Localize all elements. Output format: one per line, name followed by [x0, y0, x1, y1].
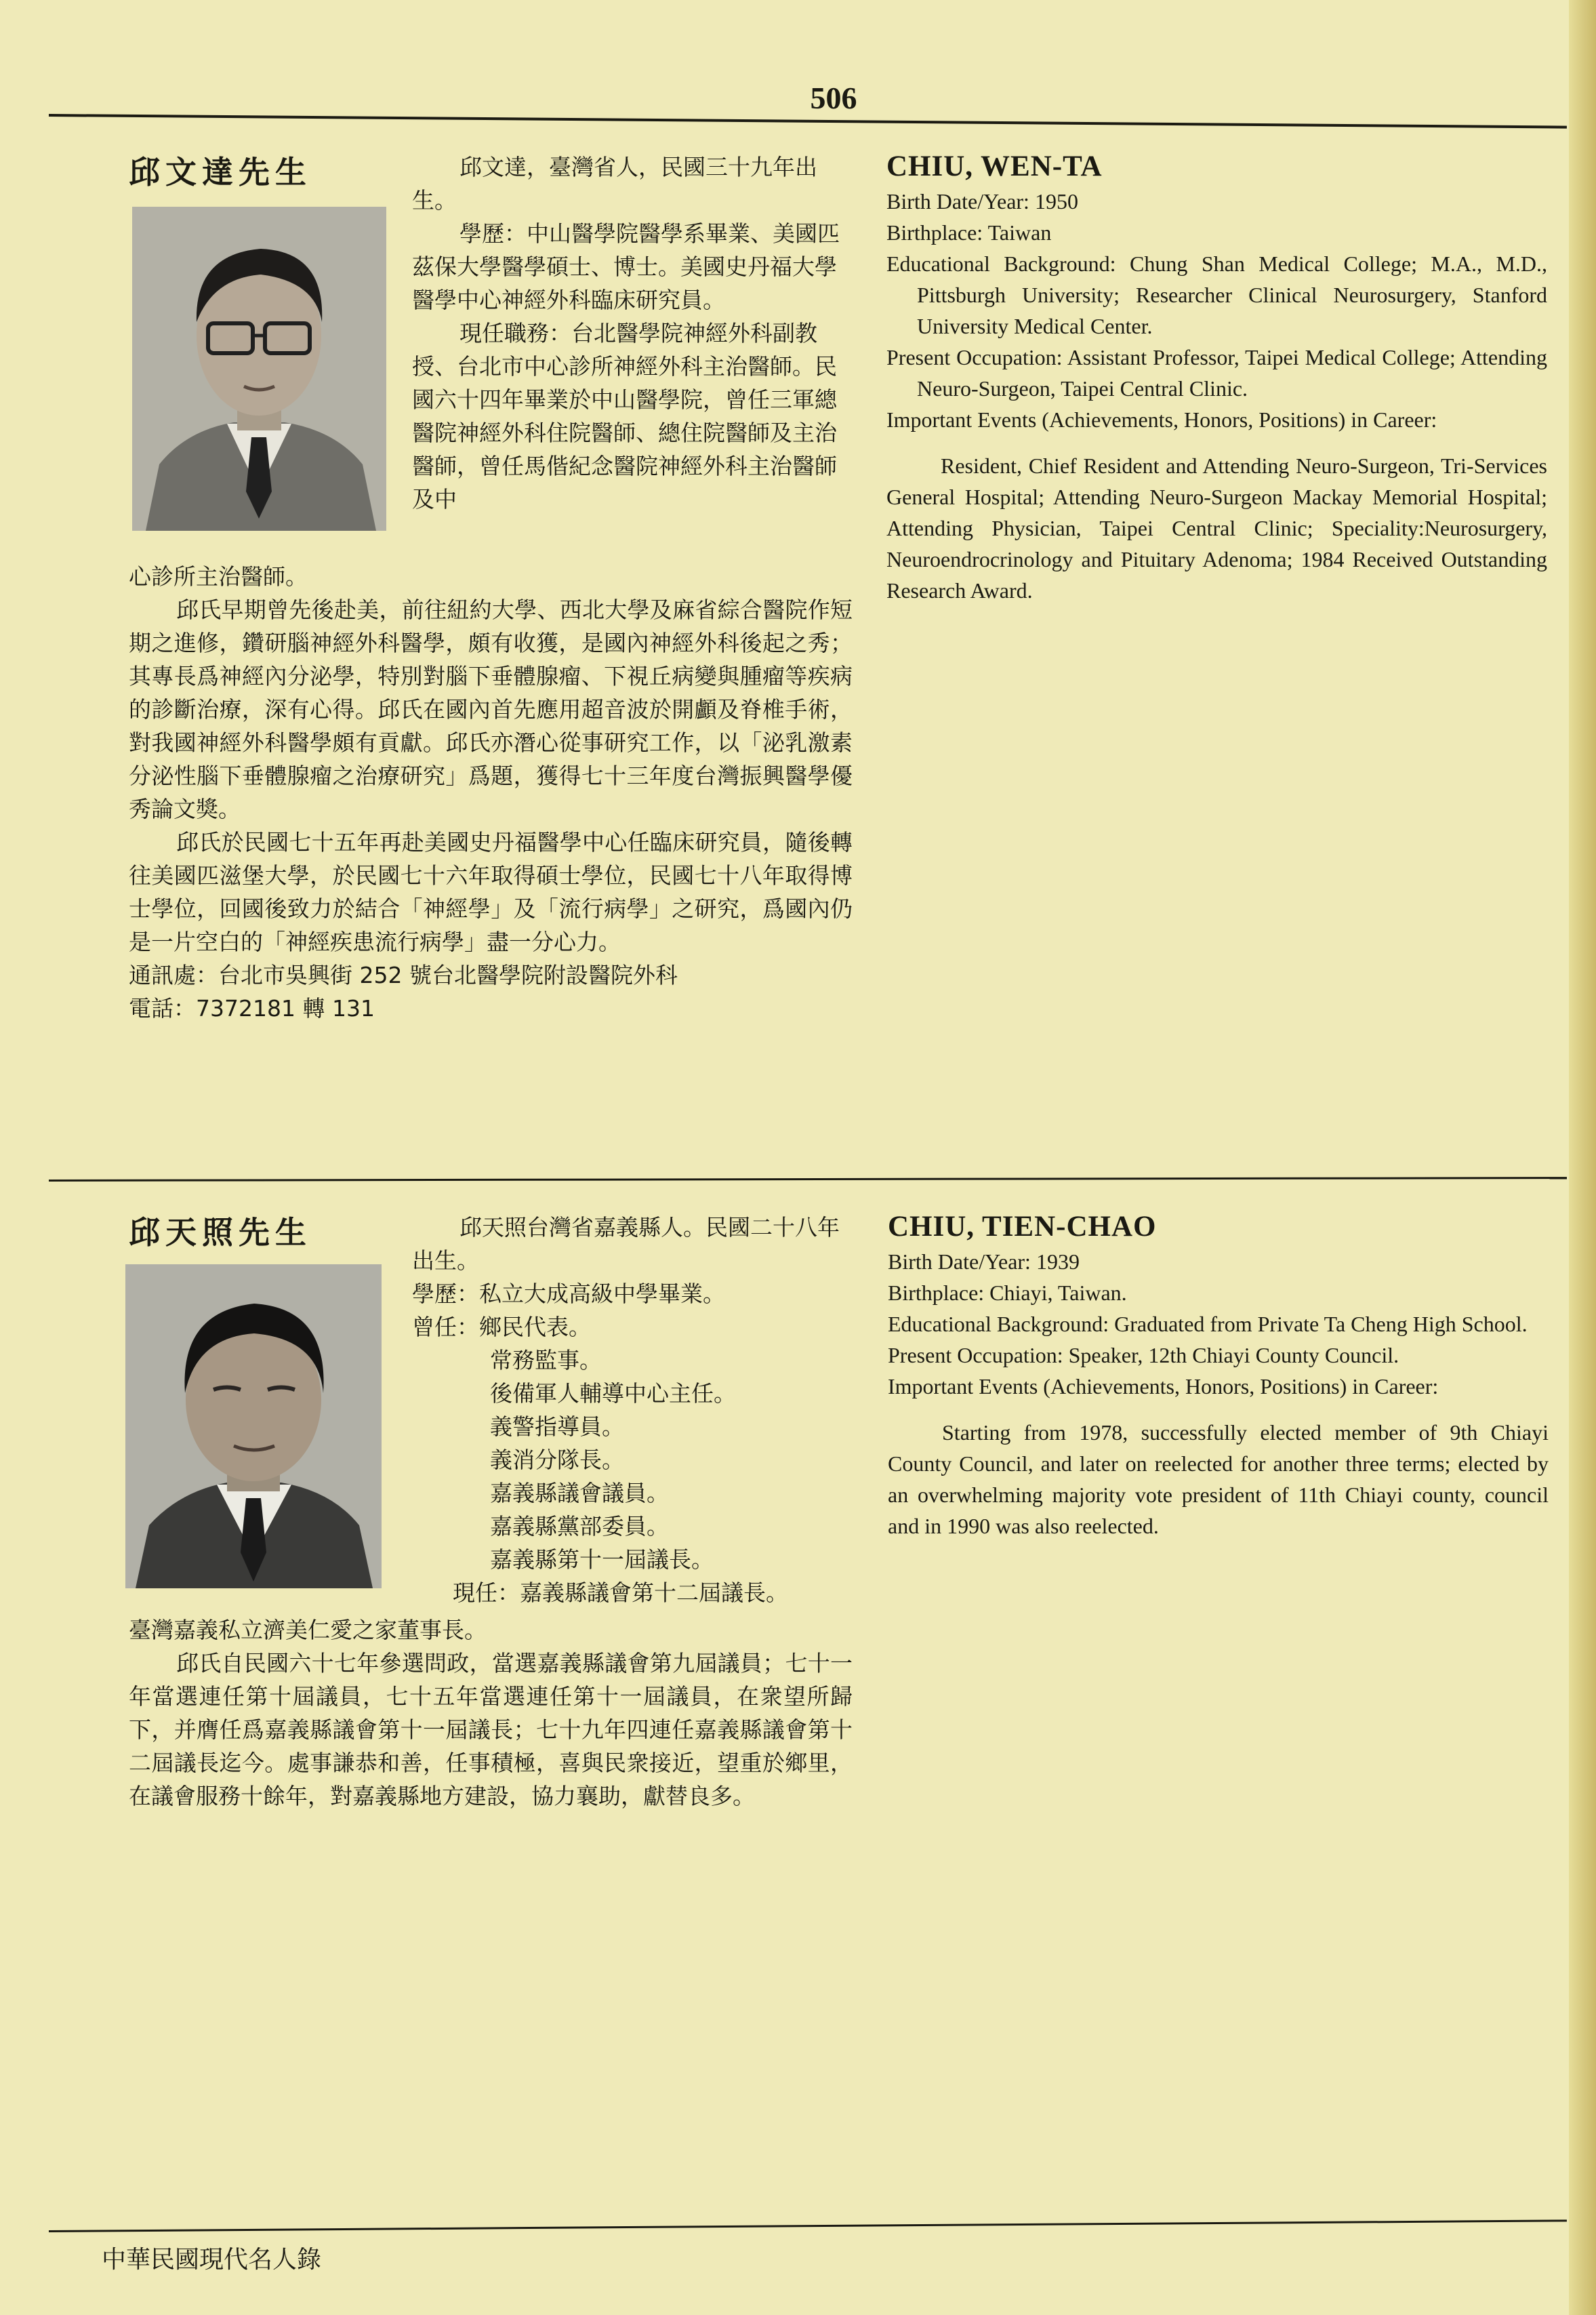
- birthplace: Birthplace: Taiwan: [886, 220, 1052, 245]
- bio-zh-former-post: 嘉義縣第十一屆議長。: [490, 1546, 714, 1573]
- portrait-photo: [125, 1264, 382, 1588]
- birth-date: Birth Date/Year: 1939: [888, 1249, 1080, 1274]
- header-rule: [49, 114, 1567, 129]
- book-title-footer: 中華民國現代名人錄: [102, 2246, 322, 2274]
- bio-zh-paragraph: 邱氏於民國七十五年再赴美國史丹福醫學中心任臨床研究員，隨後轉往美國匹滋堡大學，於民國七十六年取得碩士學位，民國七十八年取得博士學位，回國後致力於結合「神經學」及「流行病學」之研究，爲國內仍是一片空白的「神經疾患流行病學」盡一分心力。: [129, 829, 853, 955]
- bio-zh-former-post: 義警指導員。: [490, 1413, 624, 1440]
- bio-zh-intro: 邱天照台灣省嘉義縣人。民國二十八年出生。: [412, 1214, 840, 1274]
- bio-zh-paragraph: 心診所主治醫師。: [129, 563, 308, 590]
- bio-zh-current-post: 現任：嘉義縣議會第十二屆議長。: [453, 1579, 788, 1606]
- bio-zh-phone: 電話：7372181 轉 131: [129, 995, 375, 1022]
- page-number: 506: [810, 81, 857, 115]
- bio-zh-former-post: 嘉義縣議會議員。: [490, 1480, 669, 1506]
- bio-zh-intro: 邱文達，臺灣省人，民國三十九年出生。: [412, 154, 817, 214]
- birth-date: Birth Date/Year: 1950: [886, 189, 1078, 214]
- bio-en: [886, 148, 1547, 606]
- portrait-photo: [132, 207, 386, 531]
- entry-name-zh: 邱天照先生: [129, 1214, 312, 1251]
- bio-zh-paragraph: 邱氏自民國六十七年參選問政，當選嘉義縣議會第九屆議員；七十一年當選連任第十屆議員，七十五年當選連任第十一屆議員，在衆望所歸下，并膺任爲嘉義縣議會第十一屆議長；七十九年四連任嘉義縣議會第十二屆議長迄今。處事謙恭和善，任事積極，喜與民衆接近，望重於鄉里，在議會服務十餘年，對嘉義縣地方建設，協力襄助，獻替良多。: [129, 1650, 853, 1809]
- footer-rule: [49, 2219, 1567, 2232]
- bio-zh-education: 學歷：中山醫學院醫學系畢業、美國匹茲保大學醫學碩士、博士。美國史丹福大學醫學中心神經外科臨床研究員。: [412, 220, 840, 313]
- page-gutter-shade: [1569, 0, 1596, 2315]
- bio-zh-education: 學歷：私立大成高級中學畢業。: [412, 1281, 725, 1307]
- bio-zh-address: 通訊處：台北市吳興街 252 號台北醫學院附設醫院外科: [129, 962, 678, 988]
- birthplace: Birthplace: Chiayi, Taiwan.: [888, 1281, 1127, 1305]
- entry-name-en: CHIU, TIEN-CHAO: [888, 1211, 1157, 1243]
- bio-zh-paragraph: 臺灣嘉義私立濟美仁愛之家董事長。: [129, 1617, 487, 1643]
- events-heading: Important Events (Achievements, Honors, Positions) in Career:: [886, 407, 1437, 432]
- occupation: Present Occupation: Assistant Professor, Taipei Medical College; Attending Neuro-Surgeon, Taipei Central Clinic.: [886, 345, 1547, 401]
- entry-name-en: CHIU, WEN-TA: [886, 150, 1103, 182]
- bio-zh-body: [129, 560, 853, 1025]
- events-heading: Important Events (Achievements, Honors, Positions) in Career:: [888, 1374, 1439, 1398]
- bio-zh-former-post: 曾任：鄉民代表。: [412, 1314, 591, 1340]
- bio-zh-head: [412, 1211, 853, 1609]
- bio-en: [888, 1208, 1549, 1542]
- bio-zh-head: [412, 150, 853, 516]
- bio-zh-former-post: 常務監事。: [490, 1347, 602, 1373]
- entry-divider-rule: [49, 1177, 1567, 1182]
- bio-zh-former-post: 義消分隊長。: [490, 1447, 624, 1473]
- entry-name-zh: 邱文達先生: [129, 154, 312, 190]
- bio-zh-occupation: 現任職務：台北醫學院神經外科副教授、台北市中心診所神經外科主治醫師。民國六十四年畢業於中山醫學院，曾任三軍總醫院神經外科住院醫師、總住院醫師及主治醫師，曾任馬偕紀念醫院神經外科主治醫師及中: [412, 320, 837, 512]
- education: Educational Background: Graduated from Private Ta Cheng High School.: [888, 1312, 1528, 1336]
- bio-zh-former-post: 嘉義縣黨部委員。: [490, 1513, 669, 1539]
- bio-zh-former-post: 後備軍人輔導中心主任。: [490, 1380, 736, 1407]
- bio-zh-paragraph: 邱氏早期曾先後赴美，前往紐約大學、西北大學及麻省綜合醫院作短期之進修，鑽研腦神經外科醫學，頗有收獲，是國內神經外科後起之秀；其專長爲神經內分泌學，特別對腦下垂體腺瘤、下視丘病變與腫瘤等疾病的診斷治療，深有心得。邱氏在國內首先應用超音波於開顱及脊椎手術，對我國神經外科醫學頗有貢獻。邱氏亦潛心從事研究工作，以「泌乳激素分泌性腦下垂體腺瘤之治療研究」爲題，獲得七十三年度台灣振興醫學優秀論文獎。: [129, 597, 853, 822]
- events: Resident, Chief Resident and Attending Neuro-Surgeon, Tri-Services General Hospital; Attending Neuro-Surgeon Mackay Memorial Hospital; Attending Physician, Taipei Central Clinic; Speciality:Neurosurgery, Neuroendrocrinology and Pituitary Adenoma; 1984 Received Outstanding Research Award.: [886, 454, 1547, 603]
- events: Starting from 1978, successfully elected member of 9th Chiayi County Council, and later on reelected for another three terms; elected by an overwhelming majority vote president of 11th Chiayi county, council and in 1990 was also reelected.: [888, 1420, 1549, 1538]
- bio-zh-body: [129, 1613, 853, 1813]
- occupation: Present Occupation: Speaker, 12th Chiayi County Council.: [888, 1343, 1399, 1367]
- education: Educational Background: Chung Shan Medical College; M.A., M.D., Pittsburgh University; Researcher Clinical Neurosurgery, Stanford University Medical Center.: [886, 251, 1547, 338]
